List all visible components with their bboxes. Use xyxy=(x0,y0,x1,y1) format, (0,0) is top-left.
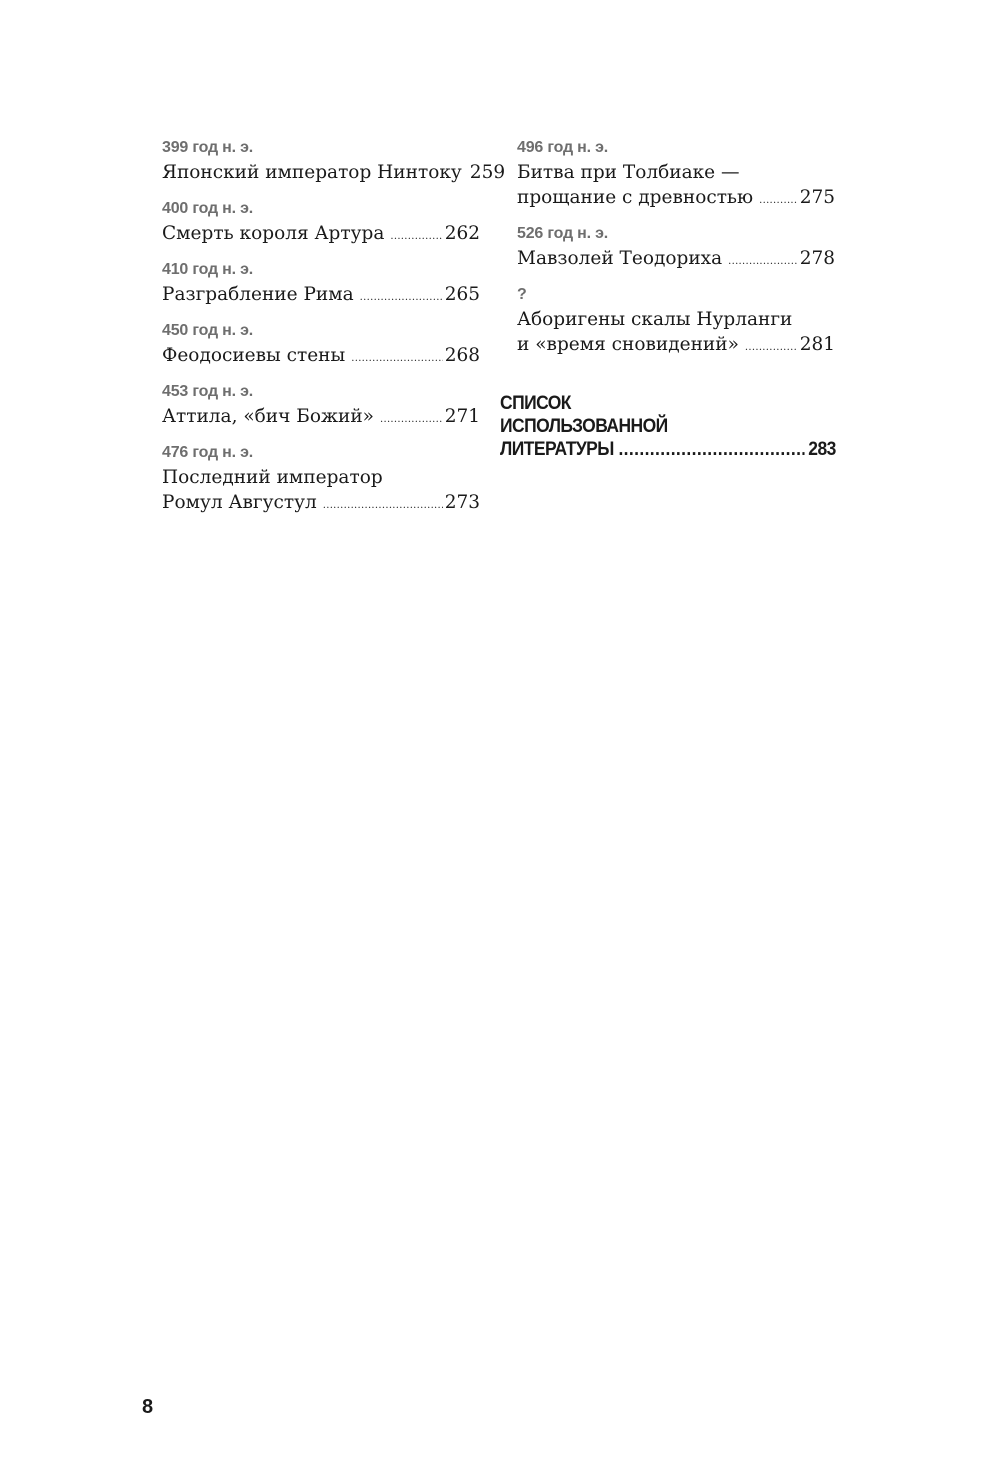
dot-leader xyxy=(380,407,443,432)
toc-year: 399 год н. э. xyxy=(162,139,253,156)
bibliography-title: ЛИТЕРАТУРЫ xyxy=(500,439,614,460)
dot-leader xyxy=(759,188,798,213)
toc-title-line xyxy=(162,221,480,249)
toc-title: Аттила, «бич Божий» xyxy=(162,406,374,427)
toc-title: прощание с древностью xyxy=(517,187,754,208)
toc-left-column xyxy=(162,136,506,527)
toc-year: 496 год н. э. xyxy=(517,139,608,156)
toc-entry[interactable] xyxy=(162,136,506,188)
toc-entry[interactable] xyxy=(162,319,480,371)
toc-entry[interactable] xyxy=(517,136,835,213)
toc-entry[interactable] xyxy=(162,441,480,518)
toc-title-line xyxy=(162,282,480,310)
toc-title: Ромул Августул xyxy=(162,492,317,513)
bibliography-title-line: СПИСОК xyxy=(500,393,571,414)
toc-title-line xyxy=(162,160,506,188)
dot-leader xyxy=(728,249,798,274)
toc-page: 275 xyxy=(799,187,835,208)
toc-title-line: Последний император xyxy=(162,467,383,488)
toc-page: 265 xyxy=(444,284,480,305)
dot-leader xyxy=(618,438,804,461)
dot-leader xyxy=(745,335,798,360)
toc-year: 410 год н. э. xyxy=(162,261,253,278)
toc-title: и «время сновидений» xyxy=(517,334,739,355)
toc-year: 450 год н. э. xyxy=(162,322,253,339)
bibliography-inner xyxy=(500,392,836,461)
dot-leader xyxy=(390,224,442,249)
toc-title-line xyxy=(517,332,835,360)
bibliography-title-line: ИСПОЛЬЗОВАННОЙ xyxy=(500,416,668,437)
dot-leader xyxy=(351,346,442,371)
toc-page: 273 xyxy=(444,492,480,513)
toc-title-line xyxy=(517,185,835,213)
toc-title-line xyxy=(162,490,480,518)
toc-page: 278 xyxy=(799,248,835,269)
bibliography-page: 283 xyxy=(808,439,836,460)
toc-page: 271 xyxy=(444,406,480,427)
toc-title-line xyxy=(517,246,835,274)
toc-page: 262 xyxy=(444,223,480,244)
toc-page: 268 xyxy=(444,345,480,366)
toc-right-column xyxy=(517,136,835,369)
toc-entry[interactable] xyxy=(162,197,480,249)
toc-year: ? xyxy=(517,286,527,303)
toc-title: Мавзолей Теодориха xyxy=(517,248,723,269)
toc-title: Японский император Нинтоку xyxy=(162,162,462,183)
toc-title: Феодосиевы стены xyxy=(162,345,346,366)
toc-entry[interactable] xyxy=(517,283,835,360)
toc-page: 259 xyxy=(469,162,506,183)
toc-title-line xyxy=(162,404,480,432)
toc-title-line: Битва при Толбиаке — xyxy=(517,162,740,183)
bibliography-title-line xyxy=(500,438,836,461)
toc-year: 453 год н. э. xyxy=(162,383,253,400)
toc-title-line xyxy=(162,343,480,371)
toc-title: Смерть короля Артура xyxy=(162,223,385,244)
toc-page: 281 xyxy=(799,334,835,355)
toc-title-line: Аборигены скалы Нурланги xyxy=(517,309,793,330)
toc-year: 526 год н. э. xyxy=(517,225,608,242)
toc-entry[interactable] xyxy=(162,258,480,310)
toc-year: 476 год н. э. xyxy=(162,444,253,461)
toc-entry[interactable] xyxy=(517,222,835,274)
toc-title: Разграбление Рима xyxy=(162,284,354,305)
page-number: 8 xyxy=(142,1396,154,1418)
toc-year: 400 год н. э. xyxy=(162,200,253,217)
dot-leader xyxy=(323,493,443,518)
dot-leader xyxy=(360,285,443,310)
toc-entry[interactable] xyxy=(162,380,480,432)
bibliography-entry[interactable] xyxy=(500,392,836,461)
